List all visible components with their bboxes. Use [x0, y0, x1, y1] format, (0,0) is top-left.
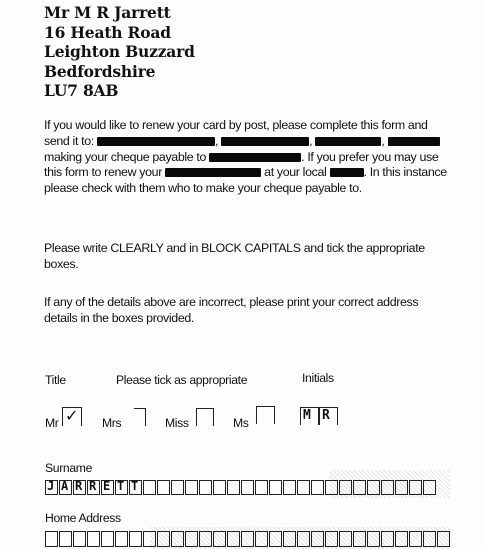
surname-char-box[interactable]: [171, 480, 184, 495]
surname-char-box[interactable]: [59, 480, 72, 495]
initial-box-1[interactable]: [300, 407, 319, 425]
surname-char-box[interactable]: [129, 480, 142, 495]
surname-char-box[interactable]: [87, 480, 100, 495]
surname-letter: R: [75, 479, 83, 493]
option-mrs-label: Mrs: [102, 416, 122, 430]
checkmark-icon: ✓: [65, 406, 79, 425]
address-char-box[interactable]: [115, 531, 128, 547]
surname-char-box[interactable]: [297, 480, 310, 495]
surname-char-box[interactable]: [45, 480, 58, 495]
surname-char-box[interactable]: [101, 480, 114, 495]
tick-instruction: Please tick as appropriate: [116, 373, 248, 387]
initial-2-value: R: [322, 408, 330, 423]
surname-char-box[interactable]: [269, 480, 282, 495]
surname-letter: J: [47, 479, 55, 493]
surname-letter: A: [61, 479, 69, 493]
initial-box-2[interactable]: [319, 407, 338, 425]
option-miss-label: Miss: [165, 416, 189, 430]
surname-char-box[interactable]: [185, 480, 198, 495]
instructions-text-c: . If you prefer you may use this form to renew your: [44, 149, 439, 180]
surname-letter: T: [117, 479, 125, 493]
redaction-bar: [97, 137, 215, 146]
correction-instruction: [44, 295, 454, 327]
instructions-text-a: If you would like to renew your card by post, please complete this form and send it to:: [44, 118, 428, 148]
surname-char-box[interactable]: [213, 480, 226, 495]
surname-char-box[interactable]: [255, 480, 268, 495]
redaction-bar: [209, 153, 301, 162]
address-county: Bedfordshire: [44, 61, 156, 81]
surname-char-box[interactable]: [283, 480, 296, 495]
block-capitals-text: Please write CLEARLY and in BLOCK CAPITALS and tick the appropriate boxes.: [44, 241, 425, 271]
initials-label: Initials: [302, 371, 334, 385]
correction-text: If any of the details above are incorrect, please print your correct address details in the boxes provided.: [44, 295, 419, 325]
title-label: Title: [45, 373, 66, 387]
address-char-box[interactable]: [87, 531, 100, 547]
address-char-box[interactable]: [45, 531, 58, 547]
instructions-text-d: at your local: [264, 165, 327, 180]
surname-char-box[interactable]: [73, 480, 86, 495]
redaction-bar: [165, 168, 261, 177]
address-char-box[interactable]: [59, 531, 72, 547]
address-char-box[interactable]: [129, 531, 142, 547]
scan-noise: [150, 527, 450, 549]
surname-char-box[interactable]: [199, 480, 212, 495]
address-char-box[interactable]: [101, 531, 114, 547]
address-char-box[interactable]: [73, 531, 86, 547]
option-miss-checkbox[interactable]: [196, 408, 214, 426]
redaction-bar: [388, 137, 440, 146]
option-mr-label: Mr: [45, 416, 59, 430]
surname-char-box[interactable]: [115, 480, 128, 495]
block-capitals-instruction: [44, 241, 454, 273]
address-postcode: LU7 8AB: [44, 81, 119, 101]
option-mrs-checkbox[interactable]: [134, 408, 146, 426]
option-ms-checkbox[interactable]: [256, 406, 275, 424]
scan-noise: [330, 470, 450, 498]
address-town: Leighton Buzzard: [44, 42, 195, 62]
instructions-text-b: making your cheque payable to: [44, 149, 207, 164]
surname-char-box[interactable]: [143, 480, 156, 495]
surname-letter: E: [103, 479, 111, 493]
redaction-bar: [221, 137, 309, 146]
surname-char-box[interactable]: [227, 480, 240, 495]
address-name: Mr M R Jarrett: [44, 3, 171, 22]
surname-char-box[interactable]: [241, 480, 254, 495]
surname-char-box[interactable]: [157, 480, 170, 495]
recipient-address: [44, 3, 195, 101]
option-ms-label: Ms: [233, 416, 249, 430]
instructions-text-e: . In this instance please check with them who to make your cheque payable to.: [44, 165, 447, 196]
surname-label: Surname: [45, 461, 93, 475]
redaction-bar: [315, 137, 381, 146]
initial-1-value: M: [303, 408, 311, 423]
option-mr-checkbox[interactable]: [62, 407, 82, 426]
surname-char-box[interactable]: [311, 480, 324, 495]
redaction-bar: [330, 168, 364, 177]
instructions-paragraph: If you would like to renew your card by post, please complete this form and send it to: , , , making your cheque payable to . If you prefer you may use this form to renew your at your local . In this instance please check with them who to make your cheque payable to.: [44, 118, 447, 196]
home-address-label: Home Address: [45, 511, 121, 525]
surname-letter: R: [89, 479, 97, 493]
address-street: 16 Heath Road: [44, 22, 171, 42]
surname-letter: T: [131, 479, 139, 493]
